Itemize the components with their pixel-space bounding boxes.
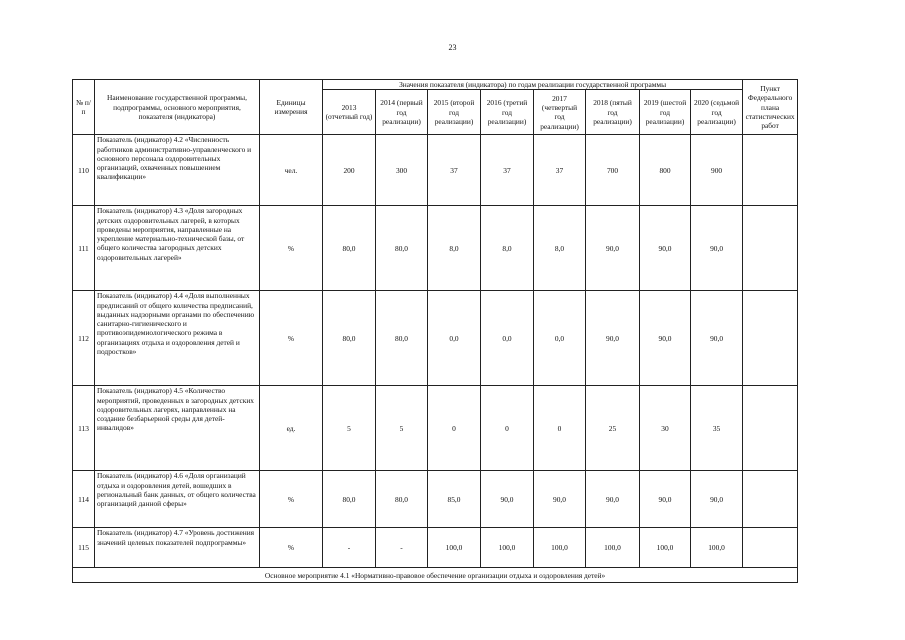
header-year: 2018 (пятый год реализации) (586, 90, 640, 135)
value-cell: - (323, 528, 376, 568)
main-activity-heading: Основное мероприятие 4.1 «Нормативно-правовое обеспечение организации отдыха и оздоровления детей» (73, 568, 798, 583)
value-cell: 0 (428, 386, 481, 471)
indicator-unit: % (260, 528, 323, 568)
indicator-name: Показатель (индикатор) 4.2 «Численность работников административно-управленческого и основного персонала оздоровительных организаций, охваченных повышением квалификации» (95, 135, 260, 206)
table-row (73, 471, 798, 528)
value-cell: 100,0 (428, 528, 481, 568)
header-year: 2015 (второй год реализации) (428, 90, 481, 135)
table-row (73, 386, 798, 471)
value-cell: 80,0 (323, 471, 376, 528)
value-cell: 85,0 (428, 471, 481, 528)
indicator-unit: % (260, 291, 323, 386)
value-cell: 90,0 (640, 291, 691, 386)
value-cell: 900 (691, 135, 743, 206)
value-cell: 0,0 (428, 291, 481, 386)
value-cell: 200 (323, 135, 376, 206)
row-number: 112 (73, 291, 95, 386)
row-number: 113 (73, 386, 95, 471)
header-num: № п/п (73, 80, 95, 135)
value-cell: 100,0 (586, 528, 640, 568)
value-cell: 80,0 (376, 471, 428, 528)
value-cell: 90,0 (586, 291, 640, 386)
value-cell: 80,0 (376, 206, 428, 291)
value-cell: 37 (481, 135, 534, 206)
value-cell: 25 (586, 386, 640, 471)
header-values-group: Значения показателя (индикатора) по годам реализации государственной программы (323, 80, 743, 90)
value-cell: 100,0 (481, 528, 534, 568)
indicator-unit: ед. (260, 386, 323, 471)
value-cell: 700 (586, 135, 640, 206)
value-cell: 0,0 (481, 291, 534, 386)
federal-plan-cell (743, 528, 798, 568)
header-year: 2014 (первый год реализации) (376, 90, 428, 135)
row-number: 115 (73, 528, 95, 568)
table-row-footer (73, 568, 798, 583)
indicator-name: Показатель (индикатор) 4.5 «Количество мероприятий, проведенных в загородных детских оздоровительных лагерях, направленных на создание безбарьерной среды для детей-инвалидов» (95, 386, 260, 471)
header-year: 2019 (шестой год реализации) (640, 90, 691, 135)
value-cell: 90,0 (691, 206, 743, 291)
federal-plan-cell (743, 135, 798, 206)
value-cell: 5 (323, 386, 376, 471)
table-row (73, 291, 798, 386)
value-cell: 80,0 (376, 291, 428, 386)
value-cell: 90,0 (640, 206, 691, 291)
value-cell: 0 (534, 386, 586, 471)
row-number: 111 (73, 206, 95, 291)
indicator-name: Показатель (индикатор) 4.3 «Доля загородных детских оздоровительных лагерей, в которых проведены мероприятия, направленные на укрепление материально-технической базы, от общего количества загородных детских оздоровительных лагерей» (95, 206, 260, 291)
table-row (73, 206, 798, 291)
header-federal: Пункт Федерального плана статистических работ (743, 80, 798, 135)
federal-plan-cell (743, 291, 798, 386)
header-year: 2017 (четвертый год реализации) (534, 90, 586, 135)
indicator-table (72, 79, 798, 583)
header-unit: Единицы измерения (260, 80, 323, 135)
value-cell: 90,0 (640, 471, 691, 528)
value-cell: 90,0 (586, 471, 640, 528)
indicator-unit: % (260, 471, 323, 528)
value-cell: 100,0 (534, 528, 586, 568)
page-number: 23 (448, 43, 457, 52)
value-cell: 8,0 (481, 206, 534, 291)
indicator-name: Показатель (индикатор) 4.7 «Уровень достижения значений целевых показателей подпрограммы» (95, 528, 260, 568)
value-cell: 37 (428, 135, 481, 206)
value-cell: 0,0 (534, 291, 586, 386)
federal-plan-cell (743, 206, 798, 291)
header-name: Наименование государственной программы, подпрограммы, основного мероприятия, показателя (индикатора) (95, 80, 260, 135)
value-cell: 30 (640, 386, 691, 471)
header-year: 2016 (третий год реализации) (481, 90, 534, 135)
value-cell: 90,0 (691, 291, 743, 386)
header-year: 2013 (отчетный год) (323, 90, 376, 135)
value-cell: 8,0 (534, 206, 586, 291)
value-cell: 37 (534, 135, 586, 206)
value-cell: 90,0 (691, 471, 743, 528)
row-number: 114 (73, 471, 95, 528)
indicator-unit: % (260, 206, 323, 291)
value-cell: 0 (481, 386, 534, 471)
value-cell: 90,0 (481, 471, 534, 528)
value-cell: - (376, 528, 428, 568)
row-number: 110 (73, 135, 95, 206)
header-year: 2020 (седьмой год реализации) (691, 90, 743, 135)
value-cell: 100,0 (640, 528, 691, 568)
value-cell: 8,0 (428, 206, 481, 291)
value-cell: 80,0 (323, 206, 376, 291)
table-row (73, 135, 798, 206)
indicator-name: Показатель (индикатор) 4.6 «Доля организаций отдыха и оздоровления детей, вошедших в региональный банк данных, от общего количества организаций данной сферы» (95, 471, 260, 528)
value-cell: 5 (376, 386, 428, 471)
value-cell: 100,0 (691, 528, 743, 568)
value-cell: 300 (376, 135, 428, 206)
value-cell: 90,0 (534, 471, 586, 528)
indicator-unit: чел. (260, 135, 323, 206)
federal-plan-cell (743, 471, 798, 528)
federal-plan-cell (743, 386, 798, 471)
value-cell: 80,0 (323, 291, 376, 386)
value-cell: 90,0 (586, 206, 640, 291)
table-row (73, 528, 798, 568)
value-cell: 35 (691, 386, 743, 471)
indicator-name: Показатель (индикатор) 4.4 «Доля выполненных предписаний от общего количества предписаний, выданных надзорными органами по обеспечению санитарно-гигиенического и противоэпидемиологического режима в организациях отдыха и оздоровления детей и подростков» (95, 291, 260, 386)
value-cell: 800 (640, 135, 691, 206)
